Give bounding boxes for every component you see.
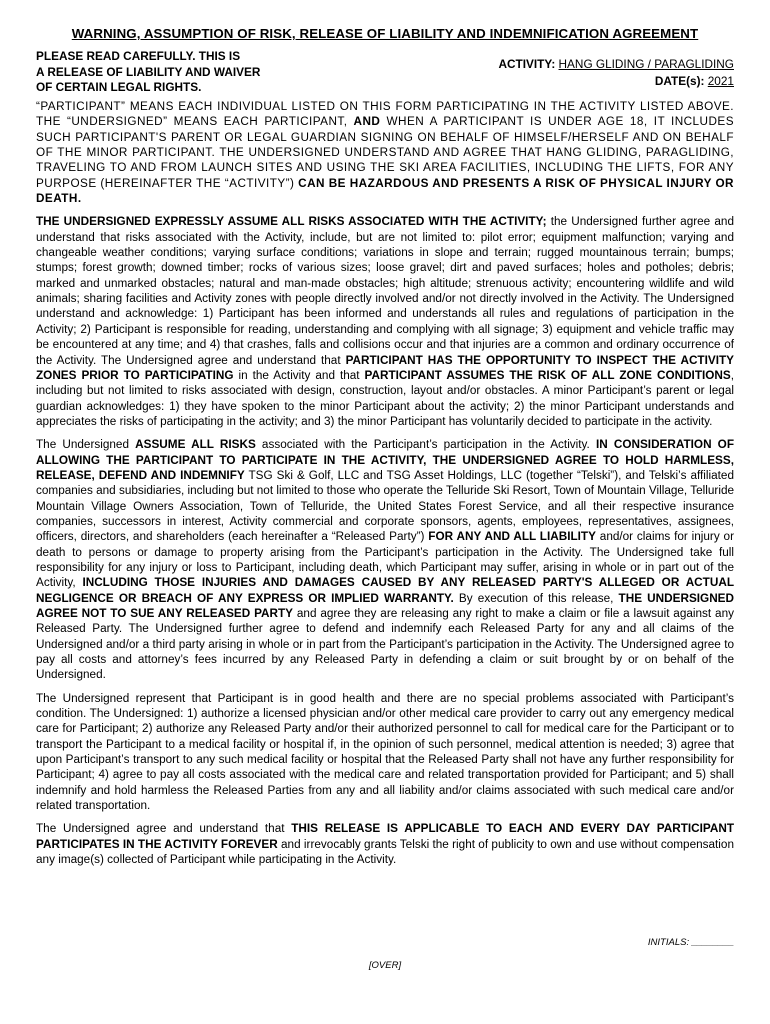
- dates-label: DATE(s):: [654, 73, 705, 88]
- paragraph-text: in the Activity and that: [233, 368, 365, 382]
- paragraph-emphasis: FOR ANY AND ALL LIABILITY: [428, 530, 596, 544]
- notice-line: OF CERTAIN LEGAL RIGHTS.: [36, 80, 202, 94]
- paragraph-text: and/or claims for injury or death to persons or damage to property arising from the Participant’s participation in the Activity. The Undersigned take full responsibility for any injury or loss to Participant, including death, which Participant may suffer, arising in whole or in part out of the Activity,: [36, 530, 734, 590]
- activity-line: [498, 56, 734, 73]
- paragraph-emphasis: THE UNDERSIGNED EXPRESSLY ASSUME ALL RISKS ASSOCIATED WITH THE ACTIVITY;: [36, 215, 547, 229]
- paragraph-text: The Undersigned agree and understand that: [36, 822, 292, 836]
- release-document: [36, 26, 734, 868]
- paragraph-text: the Undersigned further agree and understand that risks associated with the Activity, include, but are not limited to: pilot error; equipment malfunction; varying and changeable weather conditions; varying surface conditions; variations in slope and terrain; rugged mountainous terrain; bumps; stumps; forest growth; downed timber; rocks of various sizes; loose gravel; dirt and paved surfaces; holes and potholes; debris; marked and unmarked obstacles; natural and man-made obstacles; high altitude; strenuous activity; encountering wildlife and wild animals; sharing facilities and Activity zones with people directly involved and/or not directly involved in the Activity. The Undersigned understand and acknowledge: 1) Participant has been informed and understands all rules and regulations of participation in the Activity; 2) Participant is responsible for reading, understanding and complying with all signage; 3) equipment and vehicle traffic may be encountered at any time; and 4) that crashes, falls and collisions occur and that injuries are a common and ordinary occurrence of the Activity. The Undersigned agree and understand that: [36, 215, 734, 367]
- read-carefully-notice: [36, 49, 260, 96]
- paragraph-emphasis: INCLUDING THOSE INJURIES AND DAMAGES CAUSED BY ANY RELEASED PARTY'S ALLEGED OR ACTUAL NEGLIGENCE OR BREACH OF ANY EXPRESS OR IMPLIED WARRANTY.: [36, 576, 734, 605]
- paragraph-emphasis: THE UNDERSIGNED AGREE NOT TO SUE ANY RELEASED PARTY: [36, 591, 734, 620]
- paragraph-emphasis: IN CONSIDERATION OF ALLOWING THE PARTICIPANT TO PARTICIPATE IN THE ACTIVITY, THE UNDERSIGNED AGREE TO HOLD HARMLESS, RELEASE, DEFEND AND INDEMNIFY: [36, 438, 735, 482]
- over-marker: [OVER]: [368, 960, 402, 971]
- paragraph-emphasis: THIS RELEASE IS APPLICABLE TO EACH AND EVERY DAY PARTICIPANT PARTICIPATES IN THE ACTIVITY FOREVER: [36, 822, 735, 851]
- applicability-paragraph: [36, 821, 734, 867]
- paragraph-emphasis: PARTICIPANT HAS THE OPPORTUNITY TO INSPECT THE ACTIVITY ZONES PRIOR TO PARTICIPATING: [36, 353, 734, 382]
- paragraph-text: WHEN A PARTICIPANT IS UNDER AGE 18, IT INCLUDES SUCH PARTICIPANT'S PARENT OR LEGAL GUARDIAN SIGNING ON BEHALF OF HIMSELF/HERSELF AND ON BEHALF OF THE MINOR PARTICIPANT. THE UNDERSIGNED UNDERSTAND AND AGREE THAT HANG GLIDING, PARAGLIDING, TRAVELING TO AND FROM LAUNCH SITES AND USING THE SKI AREA FACILITIES, INCLUDING THE LIFTS, FOR ANY PURPOSE (HEREINAFTER THE “ACTIVITY”): [36, 115, 734, 190]
- header-row: [36, 49, 734, 99]
- dates-value: 2021: [707, 73, 734, 88]
- paragraph-emphasis: CAN BE HAZARDOUS AND PRESENTS A RISK OF PHYSICAL INJURY OR DEATH.: [36, 176, 734, 206]
- paragraph-text: and agree they are releasing any right to make a claim or file a lawsuit against any Released Party. The Undersigned further agree to defend and indemnify each Released Party for any and all claims of the Undersigned and/or a third party arising in whole or in part from the Participant’s participation in the Activity. The Undersigned agree to pay all costs and attorney’s fees incurred by any Released Party in defending a claim or suit brought by or on behalf of the Undersigned.: [36, 607, 734, 682]
- paragraph-text: and irrevocably grants Telski the right of publicity to own and use without compensation any image(s) collected of Participant while participating in the Activity.: [36, 837, 734, 867]
- paragraph-emphasis: AND: [353, 115, 381, 129]
- assumption-of-risk-paragraph: [36, 214, 734, 429]
- paragraph-text: By execution of this release,: [453, 591, 619, 605]
- document-title: WARNING, ASSUMPTION OF RISK, RELEASE OF LIABILITY AND INDEMNIFICATION AGREEMENT: [71, 26, 699, 41]
- paragraph-emphasis: ASSUME ALL RISKS: [135, 438, 256, 452]
- paragraph-text: , including but not limited to risks associated with design, construction, layout and/or obstacles. A minor Participant’s parent or legal guardian acknowledges: 1) they have spoken to the minor Participant about the activity; 2) the minor Participant understands and appreciates the risks of participating in the activity; and 3) the minor Participant has voluntarily decided to participate in the activity.: [36, 368, 734, 428]
- release-paragraph: [36, 437, 734, 683]
- activity-label: ACTIVITY:: [498, 57, 556, 71]
- initials-field[interactable]: INITIALS: ________: [647, 937, 734, 948]
- paragraph-text: The Undersigned: [36, 438, 136, 452]
- paragraph-text: “PARTICIPANT” MEANS EACH INDIVIDUAL LISTED ON THIS FORM PARTICIPATING IN THE ACTIVITY LISTED ABOVE. THE “UNDERSIGNED” MEANS EACH PARTICIPANT,: [36, 100, 734, 129]
- notice-line: PLEASE READ CAREFULLY. THIS IS: [36, 49, 241, 63]
- participant-definition-paragraph: [36, 99, 734, 206]
- paragraph-emphasis: PARTICIPANT ASSUMES THE RISK OF ALL ZONE CONDITIONS: [364, 368, 731, 382]
- medical-care-paragraph: The Undersigned represent that Participant is in good health and there are no special problems associated with Participant’s condition. The Undersigned: 1) authorize a licensed physician and/or other medical care provider to carry out any emergency medical care for Participant; 2) authorize any Released Party and/or their authorized personnel to call for medical care for the Participant or to transport the Participant to a medical facility or hospital if, in the opinion of such personnel, medical attention is needed; 3) agree that upon Participant’s transport to any such medical facility or hospital that the Released Party shall not have any further responsibility for Participant; 4) agree to pay all costs associated with the medical care and related transportation provided for Participant; and 5) shall indemnify and hold harmless the Released Parties from any and all liability and/or claims associated with such medical care and/or related transportation.: [36, 691, 734, 813]
- dates-line: [498, 73, 734, 90]
- activity-value: HANG GLIDING / PARAGLIDING: [558, 57, 734, 71]
- notice-line: A RELEASE OF LIABILITY AND WAIVER: [36, 64, 261, 79]
- activity-info: [498, 56, 734, 89]
- paragraph-text: TSG Ski & Golf, LLC and TSG Asset Holdings, LLC (together “Telski”), and Telski’s affiliated companies and subsidiaries, including but not limited to those who operate the Telluride Ski Resort, Town of Mountain Village, Telluride Mountain Village Owners Association, Town of Telluride, the United States Forest Service, and all their respective insurance companies, successors in interest, Activity commercial and corporate sponsors, agents, employees, representatives, assignees, officers, directors, and shareholders (each hereinafter a “Released Party”): [36, 468, 735, 544]
- paragraph-text: associated with the Participant’s participation in the Activity.: [255, 438, 596, 452]
